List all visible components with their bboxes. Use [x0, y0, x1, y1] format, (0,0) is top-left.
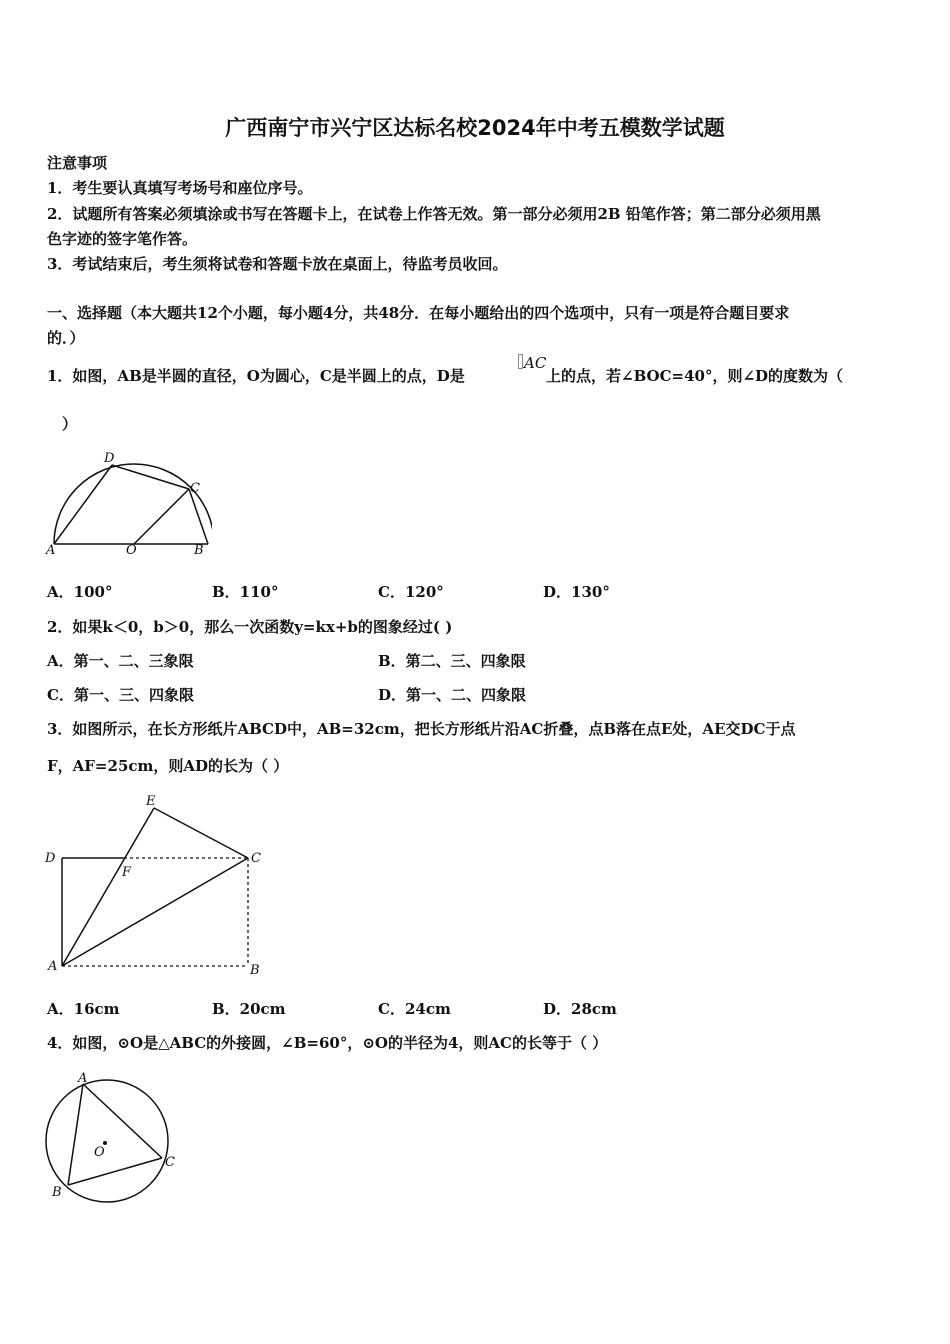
q3-rectangle-fold-figure [40, 790, 272, 980]
label-a: A [48, 959, 58, 974]
segment-ae [62, 808, 154, 966]
q1-text-part2: 上的点，若∠BOC=40°，则∠D的度数为（ [546, 367, 844, 385]
q4-circumcircle-figure [40, 1068, 182, 1204]
notice-item: 2．试题所有答案必须填涂或书写在答题卡上，在试卷上作答无效。第一部分必须用2B 铅笔作答；第二部分必须用黑 [47, 205, 821, 223]
label-a: A [78, 1071, 88, 1086]
notice-item: 3．考试结束后，考生须将试卷和答题卡放在桌面上，待监考员收回。 [47, 255, 508, 273]
page-title: 广西南宁市兴宁区达标名校2024年中考五模数学试题 [225, 116, 725, 140]
label-b: B [194, 543, 204, 558]
segment-bc [68, 1158, 162, 1185]
q1-option-b[interactable]: B．110° [212, 583, 279, 601]
segment-co [134, 489, 189, 544]
segment-ad [54, 465, 112, 544]
notice-item: 色字迹的签字笔作答。 [47, 230, 198, 248]
label-c: C [251, 851, 261, 866]
label-b: B [250, 963, 260, 978]
semicircle-arc [54, 464, 212, 544]
q1-option-d[interactable]: D．130° [543, 583, 610, 601]
q3-option-b[interactable]: B．20cm [212, 1000, 286, 1018]
q3-option-a[interactable]: A．16cm [47, 1000, 120, 1018]
label-o: O [126, 543, 137, 558]
q1-option-c[interactable]: C．120° [378, 583, 444, 601]
label-d: D [104, 451, 115, 466]
diagonal-ac [62, 858, 248, 966]
q2-text: 2．如果k＜0，b＞0，那么一次函数y=kx+b的图象经过( ) [47, 618, 453, 636]
q3-text-line2: F，AF=25cm，则AD的长为（ ） [47, 757, 289, 775]
label-b: B [52, 1185, 62, 1200]
label-a: A [46, 543, 56, 558]
q1-close-paren: ） [62, 415, 78, 433]
notice-heading: 注意事项 [47, 154, 108, 172]
q3-text-line1: 3．如图所示，在长方形纸片ABCD中，AB=32cm，把长方形纸片沿AC折叠，点B落在点E处，AE交DC于点 [47, 720, 796, 738]
section-heading-line1: 一、选择题（本大题共12个小题，每小题4分，共48分．在每小题给出的四个选项中，只有一项是符合题目要求 [47, 304, 790, 322]
section-heading-line2: 的．） [47, 329, 85, 347]
q2-option-d[interactable]: D．第一、二、四象限 [378, 686, 527, 704]
label-o: O [94, 1145, 105, 1160]
arc-symbol-icon [518, 354, 523, 369]
q1-semicircle-figure [40, 448, 212, 560]
segment-ec [154, 808, 248, 858]
q1-text-part1: 1．如图，AB是半圆的直径，O为圆心，C是半圆上的点，D是 [47, 367, 465, 385]
label-c: C [165, 1155, 175, 1170]
q2-option-b[interactable]: B．第二、三、四象限 [378, 652, 526, 670]
q4-text: 4．如图，⊙O是△ABC的外接圆，∠B=60°，⊙O的半径为4，则AC的长等于（ ） [47, 1034, 608, 1052]
label-e: E [146, 794, 156, 809]
q1-arc-ac: AC [518, 354, 546, 372]
segment-ab [68, 1084, 83, 1185]
notice-item: 1．考生要认真填写考场号和座位序号。 [47, 179, 313, 197]
q2-option-c[interactable]: C．第一、三、四象限 [47, 686, 194, 704]
q1-option-a[interactable]: A．100° [47, 583, 113, 601]
q2-option-a[interactable]: A．第一、二、三象限 [47, 652, 194, 670]
label-f: F [122, 865, 132, 880]
circle-o [46, 1080, 168, 1202]
q3-option-c[interactable]: C．24cm [378, 1000, 451, 1018]
q3-option-d[interactable]: D．28cm [543, 1000, 617, 1018]
label-d: D [45, 851, 56, 866]
label-c: C [190, 481, 200, 496]
